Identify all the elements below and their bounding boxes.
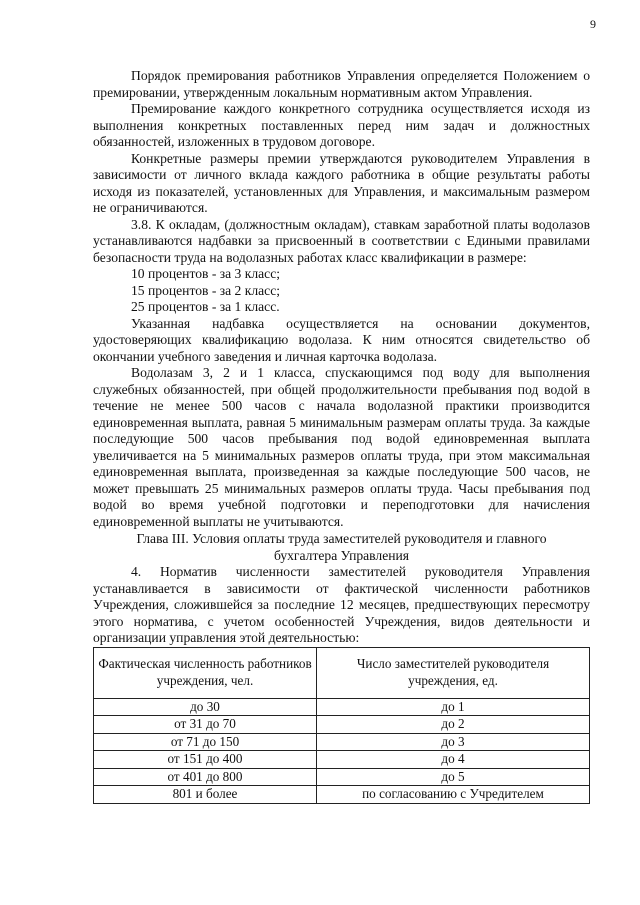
table-cell: до 30 xyxy=(94,698,317,716)
list-item: 15 процентов - за 2 класс; xyxy=(131,282,281,298)
paragraph: Порядок премирования работников Управления определяется Положением о премировании, утвержденным локальным нормативным актом Управления. xyxy=(93,68,590,100)
table-cell: от 401 до 800 xyxy=(94,768,317,786)
paragraph: Премирование каждого конкретного сотрудника осуществляется исходя из выполнения конкретных поставленных перед ним задач и должностных обязанностей, изложенных в трудовом договоре. xyxy=(93,101,590,149)
table-row xyxy=(94,733,590,751)
page-number: 9 xyxy=(590,17,596,31)
table-row xyxy=(94,716,590,734)
table-cell: до 2 xyxy=(317,716,590,734)
deputies-norm-table xyxy=(93,647,590,804)
table-row xyxy=(94,698,590,716)
table-cell: 801 и более xyxy=(94,786,317,804)
paragraph-section-4: 4. Норматив численности заместителей руководителя Управления устанавливается в зависимости от фактической численности работников Учреждения, сложившейся за последние 12 месяцев, предшествующих пересмотру этого норматива, с учетом особенностей Учреждения, видов деятельности и организации управления этой деятельностью: xyxy=(93,564,590,645)
table-cell: от 71 до 150 xyxy=(94,733,317,751)
chapter-heading xyxy=(93,530,590,564)
chapter-heading-line: Глава III. Условия оплаты труда заместителей руководителя и главного xyxy=(136,531,547,546)
table-cell: до 4 xyxy=(317,751,590,769)
paragraph-3-8: 3.8. К окладам, (должностным окладам), ставкам заработной платы водолазов устанавливаются надбавки за присвоенный в соответствии с Едиными правилами безопасности труда на водолазных работах класс квалификации в размере: xyxy=(93,216,590,265)
table-cell: до 3 xyxy=(317,733,590,751)
paragraph: Указанная надбавка осуществляется на основании документов, удостоверяющих квалификацию водолаза. К ним относятся свидетельство об окончании учебного заведения и личная карточка водолаза. xyxy=(93,315,590,364)
list-item: 10 процентов - за 3 класс; xyxy=(131,266,281,281)
paragraph: Водолазам 3, 2 и 1 класса, спускающимся под воду для выполнения служебных обязанностей, при общей продолжительности пребывания под водой в течение не менее 500 часов с начала водолазной практики производится единовременная выплата, равная 5 минимальным размерам оплаты труда. За каждые последующие 500 часов пребывания под водой единовременная выплата увеличивается на 5 минимальных размеров оплаты труда, при этом максимальная единовременная выплата, произведенная за каждые последующие 500 часов, не может превышать 25 минимальных размеров оплаты труда. Часы пребывания под водой во время учебной подготовки и переподготовки для начисления единовременной выплаты не учитываются. xyxy=(93,365,590,529)
table-header-cell: Фактическая численность работников учреждения, чел. xyxy=(94,647,317,698)
table-cell: до 5 xyxy=(317,768,590,786)
paragraph: Конкретные размеры премии утверждаются руководителем Управления в зависимости от личного вклада каждого работника в общие результаты работы исходя из показателей, установленных для Управления, и максимальным размером не ограничиваются. xyxy=(93,150,590,215)
list-item: 25 процентов - за 1 класс. xyxy=(131,299,280,314)
table-cell: до 1 xyxy=(317,698,590,716)
table-row xyxy=(94,768,590,786)
table-cell: от 151 до 400 xyxy=(94,751,317,769)
table-cell: по согласованию с Учредителем xyxy=(317,786,590,804)
chapter-heading-line: бухгалтера Управления xyxy=(273,548,410,563)
table-header-row xyxy=(94,647,590,698)
table-row xyxy=(94,786,590,804)
document-body xyxy=(93,68,590,804)
table-row xyxy=(94,751,590,769)
table-header-cell: Число заместителей руководителя учреждения, ед. xyxy=(317,647,590,698)
table-cell: от 31 до 70 xyxy=(94,716,317,734)
